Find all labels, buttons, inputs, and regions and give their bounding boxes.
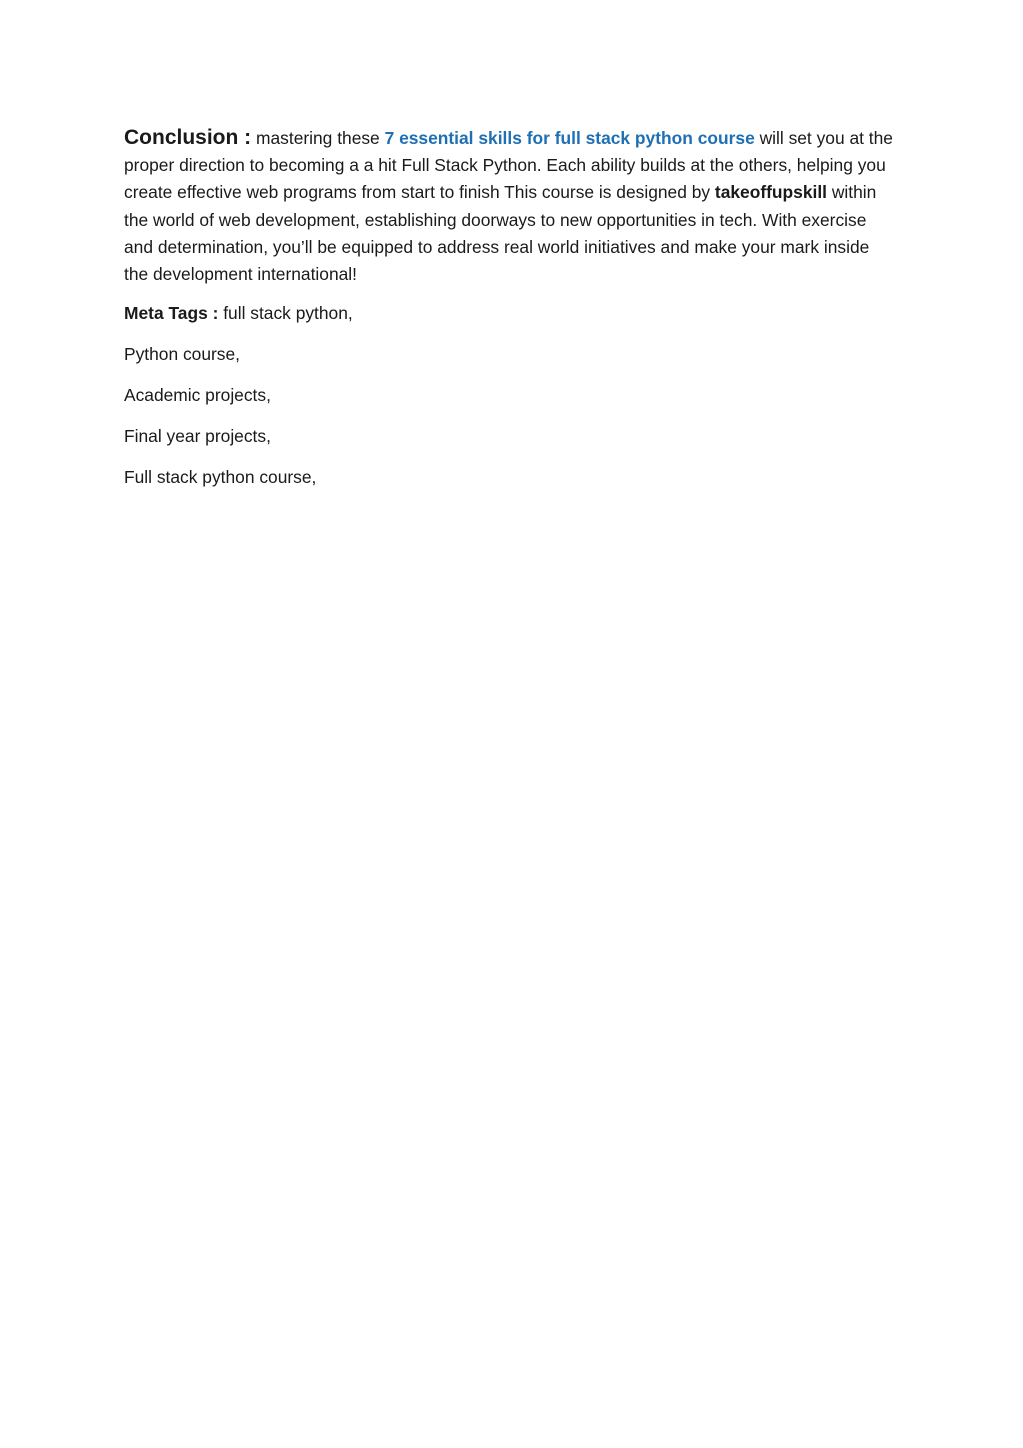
meta-tags-line	[124, 300, 894, 327]
conclusion-heading: Conclusion :	[124, 126, 252, 149]
document-page	[124, 124, 894, 505]
conclusion-text-3: within the world of web development, establishing doorways to new opportunities in tech. With exercise and determination, you’ll be equipped to address real world initiatives and make your mark inside the development international!	[124, 182, 877, 285]
meta-tag-item: full stack python,	[218, 303, 353, 324]
meta-tag-item: Academic projects,	[124, 385, 271, 406]
meta-tag-item: Final year projects,	[124, 426, 271, 447]
conclusion-text-2: will set you at the proper direction to becoming a a hit Full Stack Python. Each ability builds at the others, helping you create effective web programs from start to finish This course is designed by	[124, 128, 893, 203]
meta-tags-label: Meta Tags :	[124, 303, 219, 324]
meta-tag-item: Python course,	[124, 344, 241, 365]
conclusion-text-1: mastering these	[251, 128, 385, 148]
course-link[interactable]: 7 essential skills for full stack python course	[384, 128, 755, 148]
meta-tag-item: Full stack python course,	[124, 467, 317, 488]
brand-name: takeoffupskill	[714, 182, 828, 203]
conclusion-paragraph	[124, 124, 894, 288]
